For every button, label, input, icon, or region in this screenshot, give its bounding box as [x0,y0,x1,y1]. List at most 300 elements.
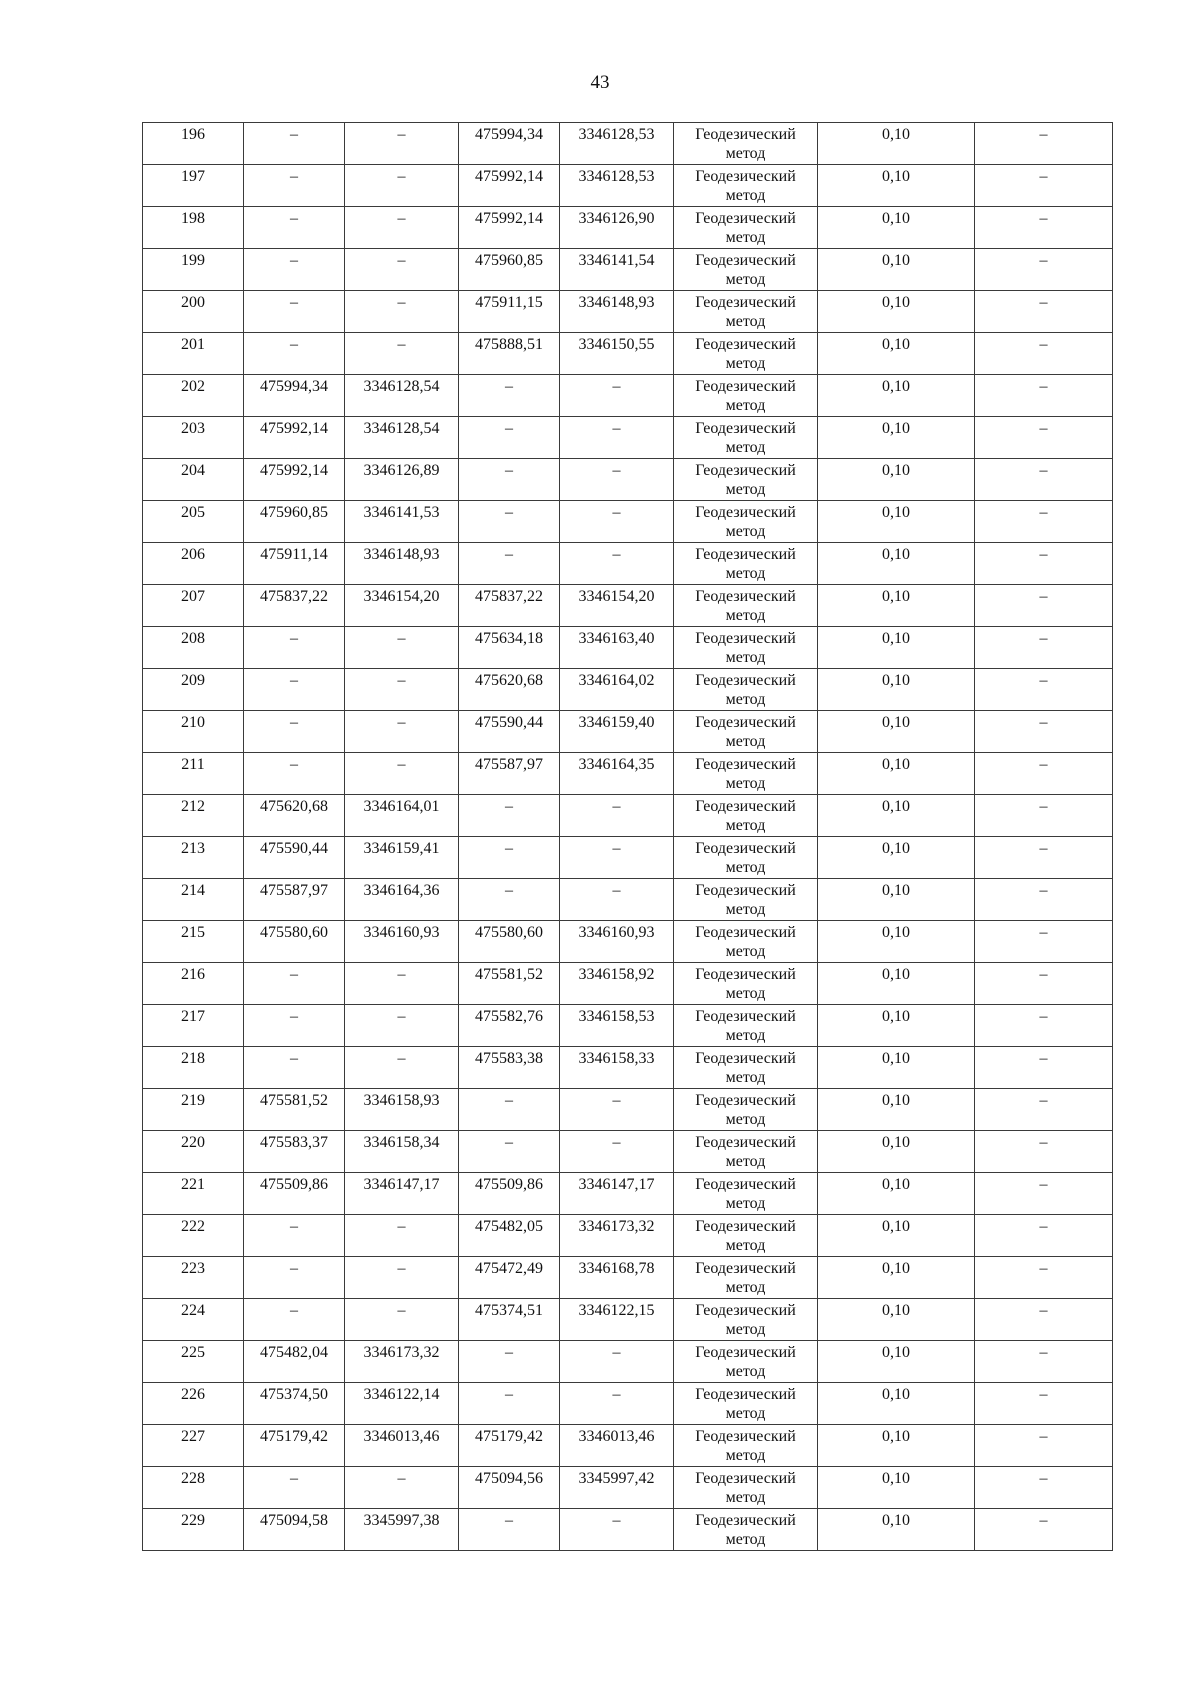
method-line-2: метод [725,607,766,624]
new-x-cell: – [459,1131,560,1173]
method-line-1: Геодезический [695,714,796,731]
existing-y-cell: 3346154,20 [345,585,459,627]
point-number-cell: 227 [143,1425,244,1467]
accuracy-cell: 0,10 [818,543,975,585]
new-x-cell: – [459,1089,560,1131]
point-number-cell: 215 [143,921,244,963]
method-line-2: метод [725,1279,766,1296]
table-row [143,123,1113,165]
accuracy-cell: 0,10 [818,879,975,921]
accuracy-cell: 0,10 [818,795,975,837]
note-cell: – [975,1047,1113,1089]
existing-x-cell: 475911,14 [244,543,345,585]
method-line-1: Геодезический [695,1218,796,1235]
note-cell: – [975,291,1113,333]
accuracy-cell: 0,10 [818,417,975,459]
point-number-cell: 197 [143,165,244,207]
new-y-cell: 3346164,35 [560,753,674,795]
accuracy-cell: 0,10 [818,1131,975,1173]
method-cell [674,1509,818,1551]
method-line-2: метод [725,901,766,918]
new-y-cell: 3346147,17 [560,1173,674,1215]
method-line-2: метод [725,817,766,834]
existing-x-cell: – [244,123,345,165]
method-line-1: Геодезический [695,1302,796,1319]
accuracy-cell: 0,10 [818,1257,975,1299]
method-cell [674,501,818,543]
existing-x-cell: – [244,1005,345,1047]
new-y-cell: – [560,417,674,459]
method-line-1: Геодезический [695,840,796,857]
existing-y-cell: – [345,1005,459,1047]
method-cell [674,333,818,375]
method-line-1: Геодезический [695,1008,796,1025]
existing-y-cell: 3346164,36 [345,879,459,921]
table-row [143,1131,1113,1173]
new-x-cell: 475179,42 [459,1425,560,1467]
method-line-2: метод [725,271,766,288]
note-cell: – [975,585,1113,627]
new-x-cell: 475960,85 [459,249,560,291]
note-cell: – [975,1341,1113,1383]
new-x-cell: – [459,417,560,459]
method-cell [674,1005,818,1047]
new-x-cell: 475581,52 [459,963,560,1005]
point-number-cell: 203 [143,417,244,459]
new-y-cell: 3346128,53 [560,123,674,165]
existing-y-cell: – [345,963,459,1005]
method-line-1: Геодезический [695,1092,796,1109]
method-cell [674,1467,818,1509]
existing-y-cell: 3346128,54 [345,417,459,459]
method-line-1: Геодезический [695,924,796,941]
point-number-cell: 205 [143,501,244,543]
method-line-2: метод [725,439,766,456]
accuracy-cell: 0,10 [818,585,975,627]
existing-y-cell: – [345,333,459,375]
new-y-cell: – [560,1089,674,1131]
existing-x-cell: – [244,627,345,669]
accuracy-cell: 0,10 [818,921,975,963]
method-cell [674,963,818,1005]
method-line-2: метод [725,481,766,498]
new-y-cell: 3346013,46 [560,1425,674,1467]
existing-x-cell: 475179,42 [244,1425,345,1467]
new-x-cell: 475620,68 [459,669,560,711]
existing-y-cell: – [345,165,459,207]
point-number-cell: 214 [143,879,244,921]
method-line-1: Геодезический [695,630,796,647]
new-y-cell: – [560,795,674,837]
table-row [143,333,1113,375]
existing-x-cell: 475094,58 [244,1509,345,1551]
method-line-1: Геодезический [695,798,796,815]
new-y-cell: – [560,459,674,501]
existing-x-cell: – [244,249,345,291]
new-y-cell: 3346158,33 [560,1047,674,1089]
point-number-cell: 216 [143,963,244,1005]
method-line-1: Геодезический [695,882,796,899]
accuracy-cell: 0,10 [818,1089,975,1131]
existing-y-cell: 3346122,14 [345,1383,459,1425]
note-cell: – [975,1215,1113,1257]
method-line-1: Геодезический [695,126,796,143]
note-cell: – [975,1089,1113,1131]
method-line-2: метод [725,943,766,960]
existing-y-cell: 3346159,41 [345,837,459,879]
existing-y-cell: – [345,207,459,249]
method-cell [674,1047,818,1089]
existing-x-cell: – [244,333,345,375]
method-cell [674,1341,818,1383]
method-line-1: Геодезический [695,336,796,353]
method-cell [674,249,818,291]
accuracy-cell: 0,10 [818,1173,975,1215]
method-line-2: метод [725,1321,766,1338]
accuracy-cell: 0,10 [818,1509,975,1551]
new-y-cell: 3346150,55 [560,333,674,375]
new-y-cell: 3346122,15 [560,1299,674,1341]
table-row [143,1425,1113,1467]
new-y-cell: – [560,1383,674,1425]
note-cell: – [975,1509,1113,1551]
new-x-cell: – [459,501,560,543]
existing-x-cell: – [244,165,345,207]
note-cell: – [975,837,1113,879]
existing-y-cell: – [345,1257,459,1299]
method-cell [674,1131,818,1173]
point-number-cell: 223 [143,1257,244,1299]
method-line-2: метод [725,691,766,708]
method-line-2: метод [725,1153,766,1170]
new-y-cell: 3345997,42 [560,1467,674,1509]
note-cell: – [975,627,1113,669]
table-row [143,501,1113,543]
accuracy-cell: 0,10 [818,1341,975,1383]
point-number-cell: 202 [143,375,244,417]
point-number-cell: 225 [143,1341,244,1383]
method-cell [674,795,818,837]
point-number-cell: 218 [143,1047,244,1089]
method-line-1: Геодезический [695,1470,796,1487]
table-row [143,1467,1113,1509]
new-x-cell: 475837,22 [459,585,560,627]
accuracy-cell: 0,10 [818,963,975,1005]
method-line-1: Геодезический [695,1260,796,1277]
new-x-cell: 475583,38 [459,1047,560,1089]
existing-y-cell: 3346173,32 [345,1341,459,1383]
existing-y-cell: 3346141,53 [345,501,459,543]
table-row [143,837,1113,879]
new-x-cell: 475509,86 [459,1173,560,1215]
accuracy-cell: 0,10 [818,1383,975,1425]
accuracy-cell: 0,10 [818,669,975,711]
method-line-2: метод [725,1405,766,1422]
new-y-cell: – [560,837,674,879]
note-cell: – [975,1173,1113,1215]
new-y-cell: 3346160,93 [560,921,674,963]
existing-x-cell: 475581,52 [244,1089,345,1131]
method-line-1: Геодезический [695,168,796,185]
note-cell: – [975,1299,1113,1341]
accuracy-cell: 0,10 [818,1299,975,1341]
method-line-1: Геодезический [695,672,796,689]
method-line-1: Геодезический [695,294,796,311]
method-cell [674,1425,818,1467]
note-cell: – [975,375,1113,417]
new-x-cell: 475634,18 [459,627,560,669]
existing-y-cell: 3346147,17 [345,1173,459,1215]
new-y-cell: 3346128,53 [560,165,674,207]
new-x-cell: – [459,1341,560,1383]
table-row [143,585,1113,627]
table-row [143,375,1113,417]
method-line-2: метод [725,1489,766,1506]
new-y-cell: – [560,1341,674,1383]
method-line-1: Геодезический [695,1050,796,1067]
new-y-cell: – [560,879,674,921]
table-row [143,1173,1113,1215]
method-cell [674,1257,818,1299]
method-cell [674,459,818,501]
new-x-cell: 475582,76 [459,1005,560,1047]
existing-y-cell: – [345,753,459,795]
method-line-2: метод [725,355,766,372]
existing-y-cell: 3346013,46 [345,1425,459,1467]
accuracy-cell: 0,10 [818,837,975,879]
method-line-1: Геодезический [695,1512,796,1529]
note-cell: – [975,417,1113,459]
existing-x-cell: – [244,711,345,753]
point-number-cell: 200 [143,291,244,333]
accuracy-cell: 0,10 [818,333,975,375]
point-number-cell: 213 [143,837,244,879]
note-cell: – [975,753,1113,795]
existing-x-cell: 475994,34 [244,375,345,417]
new-y-cell: 3346158,53 [560,1005,674,1047]
point-number-cell: 219 [143,1089,244,1131]
existing-y-cell: – [345,1467,459,1509]
method-line-1: Геодезический [695,1344,796,1361]
method-line-2: метод [725,1447,766,1464]
existing-x-cell: – [244,753,345,795]
new-y-cell: – [560,543,674,585]
point-number-cell: 210 [143,711,244,753]
existing-x-cell: 475583,37 [244,1131,345,1173]
table-row [143,795,1113,837]
method-line-2: метод [725,1195,766,1212]
method-cell [674,1215,818,1257]
new-x-cell: 475580,60 [459,921,560,963]
point-number-cell: 208 [143,627,244,669]
existing-y-cell: – [345,123,459,165]
table-row [143,1509,1113,1551]
new-y-cell: 3346158,92 [560,963,674,1005]
note-cell: – [975,249,1113,291]
method-line-1: Геодезический [695,1386,796,1403]
existing-y-cell: – [345,291,459,333]
table-row [143,627,1113,669]
method-line-1: Геодезический [695,588,796,605]
method-cell [674,543,818,585]
new-x-cell: – [459,795,560,837]
method-cell [674,375,818,417]
method-line-2: метод [725,1111,766,1128]
note-cell: – [975,879,1113,921]
new-x-cell: 475472,49 [459,1257,560,1299]
method-cell [674,879,818,921]
method-line-2: метод [725,229,766,246]
accuracy-cell: 0,10 [818,207,975,249]
method-line-1: Геодезический [695,1428,796,1445]
existing-x-cell: 475837,22 [244,585,345,627]
new-y-cell: 3346148,93 [560,291,674,333]
table-row [143,417,1113,459]
point-number-cell: 226 [143,1383,244,1425]
new-y-cell: 3346168,78 [560,1257,674,1299]
existing-x-cell: – [244,1257,345,1299]
method-line-1: Геодезический [695,210,796,227]
table-row [143,1299,1113,1341]
new-x-cell: – [459,1383,560,1425]
note-cell: – [975,1131,1113,1173]
table-row [143,921,1113,963]
point-number-cell: 198 [143,207,244,249]
method-line-2: метод [725,1363,766,1380]
accuracy-cell: 0,10 [818,459,975,501]
new-x-cell: 475994,34 [459,123,560,165]
point-number-cell: 204 [143,459,244,501]
method-cell [674,753,818,795]
table-row [143,543,1113,585]
existing-x-cell: – [244,207,345,249]
new-x-cell: 475888,51 [459,333,560,375]
table-row [143,711,1113,753]
method-line-1: Геодезический [695,462,796,479]
accuracy-cell: 0,10 [818,627,975,669]
method-cell [674,1383,818,1425]
new-y-cell: – [560,1131,674,1173]
method-cell [674,921,818,963]
method-line-1: Геодезический [695,1176,796,1193]
existing-y-cell: 3346160,93 [345,921,459,963]
existing-y-cell: 3346158,93 [345,1089,459,1131]
accuracy-cell: 0,10 [818,375,975,417]
table-row [143,1383,1113,1425]
point-number-cell: 212 [143,795,244,837]
method-cell [674,165,818,207]
table-row [143,249,1113,291]
note-cell: – [975,963,1113,1005]
existing-y-cell: – [345,669,459,711]
table-row [143,963,1113,1005]
accuracy-cell: 0,10 [818,501,975,543]
new-y-cell: 3346154,20 [560,585,674,627]
new-y-cell: 3346126,90 [560,207,674,249]
method-cell [674,123,818,165]
existing-x-cell: 475960,85 [244,501,345,543]
table-row [143,1005,1113,1047]
method-line-1: Геодезический [695,1134,796,1151]
method-line-2: метод [725,733,766,750]
existing-x-cell: 475509,86 [244,1173,345,1215]
existing-y-cell: – [345,1047,459,1089]
existing-y-cell: – [345,1299,459,1341]
method-line-2: метод [725,859,766,876]
note-cell: – [975,501,1113,543]
existing-y-cell: 3346164,01 [345,795,459,837]
new-y-cell: – [560,501,674,543]
method-line-2: метод [725,145,766,162]
new-y-cell: – [560,375,674,417]
existing-y-cell: 3345997,38 [345,1509,459,1551]
point-number-cell: 217 [143,1005,244,1047]
point-number-cell: 196 [143,123,244,165]
method-cell [674,1299,818,1341]
table-row [143,753,1113,795]
accuracy-cell: 0,10 [818,165,975,207]
new-x-cell: 475094,56 [459,1467,560,1509]
existing-x-cell: – [244,1215,345,1257]
new-y-cell: 3346141,54 [560,249,674,291]
method-line-2: метод [725,775,766,792]
existing-x-cell: – [244,1047,345,1089]
point-number-cell: 199 [143,249,244,291]
new-x-cell: – [459,375,560,417]
method-cell [674,1089,818,1131]
existing-x-cell: – [244,1299,345,1341]
method-line-1: Геодезический [695,252,796,269]
accuracy-cell: 0,10 [818,1005,975,1047]
table-row [143,1215,1113,1257]
table-row [143,669,1113,711]
existing-y-cell: 3346128,54 [345,375,459,417]
accuracy-cell: 0,10 [818,291,975,333]
note-cell: – [975,543,1113,585]
table-row [143,207,1113,249]
method-line-2: метод [725,187,766,204]
new-y-cell: 3346173,32 [560,1215,674,1257]
existing-x-cell: 475482,04 [244,1341,345,1383]
method-cell [674,207,818,249]
new-x-cell: 475587,97 [459,753,560,795]
new-x-cell: 475992,14 [459,207,560,249]
new-y-cell: 3346163,40 [560,627,674,669]
note-cell: – [975,333,1113,375]
method-line-2: метод [725,649,766,666]
existing-y-cell: – [345,249,459,291]
accuracy-cell: 0,10 [818,1467,975,1509]
accuracy-cell: 0,10 [818,753,975,795]
existing-x-cell: 475374,50 [244,1383,345,1425]
point-number-cell: 201 [143,333,244,375]
method-line-2: метод [725,1237,766,1254]
existing-x-cell: 475580,60 [244,921,345,963]
point-number-cell: 220 [143,1131,244,1173]
accuracy-cell: 0,10 [818,1215,975,1257]
method-line-2: метод [725,565,766,582]
existing-x-cell: 475590,44 [244,837,345,879]
accuracy-cell: 0,10 [818,711,975,753]
note-cell: – [975,123,1113,165]
coordinates-table [142,122,1113,1551]
accuracy-cell: 0,10 [818,123,975,165]
method-line-2: метод [725,313,766,330]
point-number-cell: 229 [143,1509,244,1551]
table-row [143,1047,1113,1089]
note-cell: – [975,1425,1113,1467]
existing-x-cell: – [244,669,345,711]
